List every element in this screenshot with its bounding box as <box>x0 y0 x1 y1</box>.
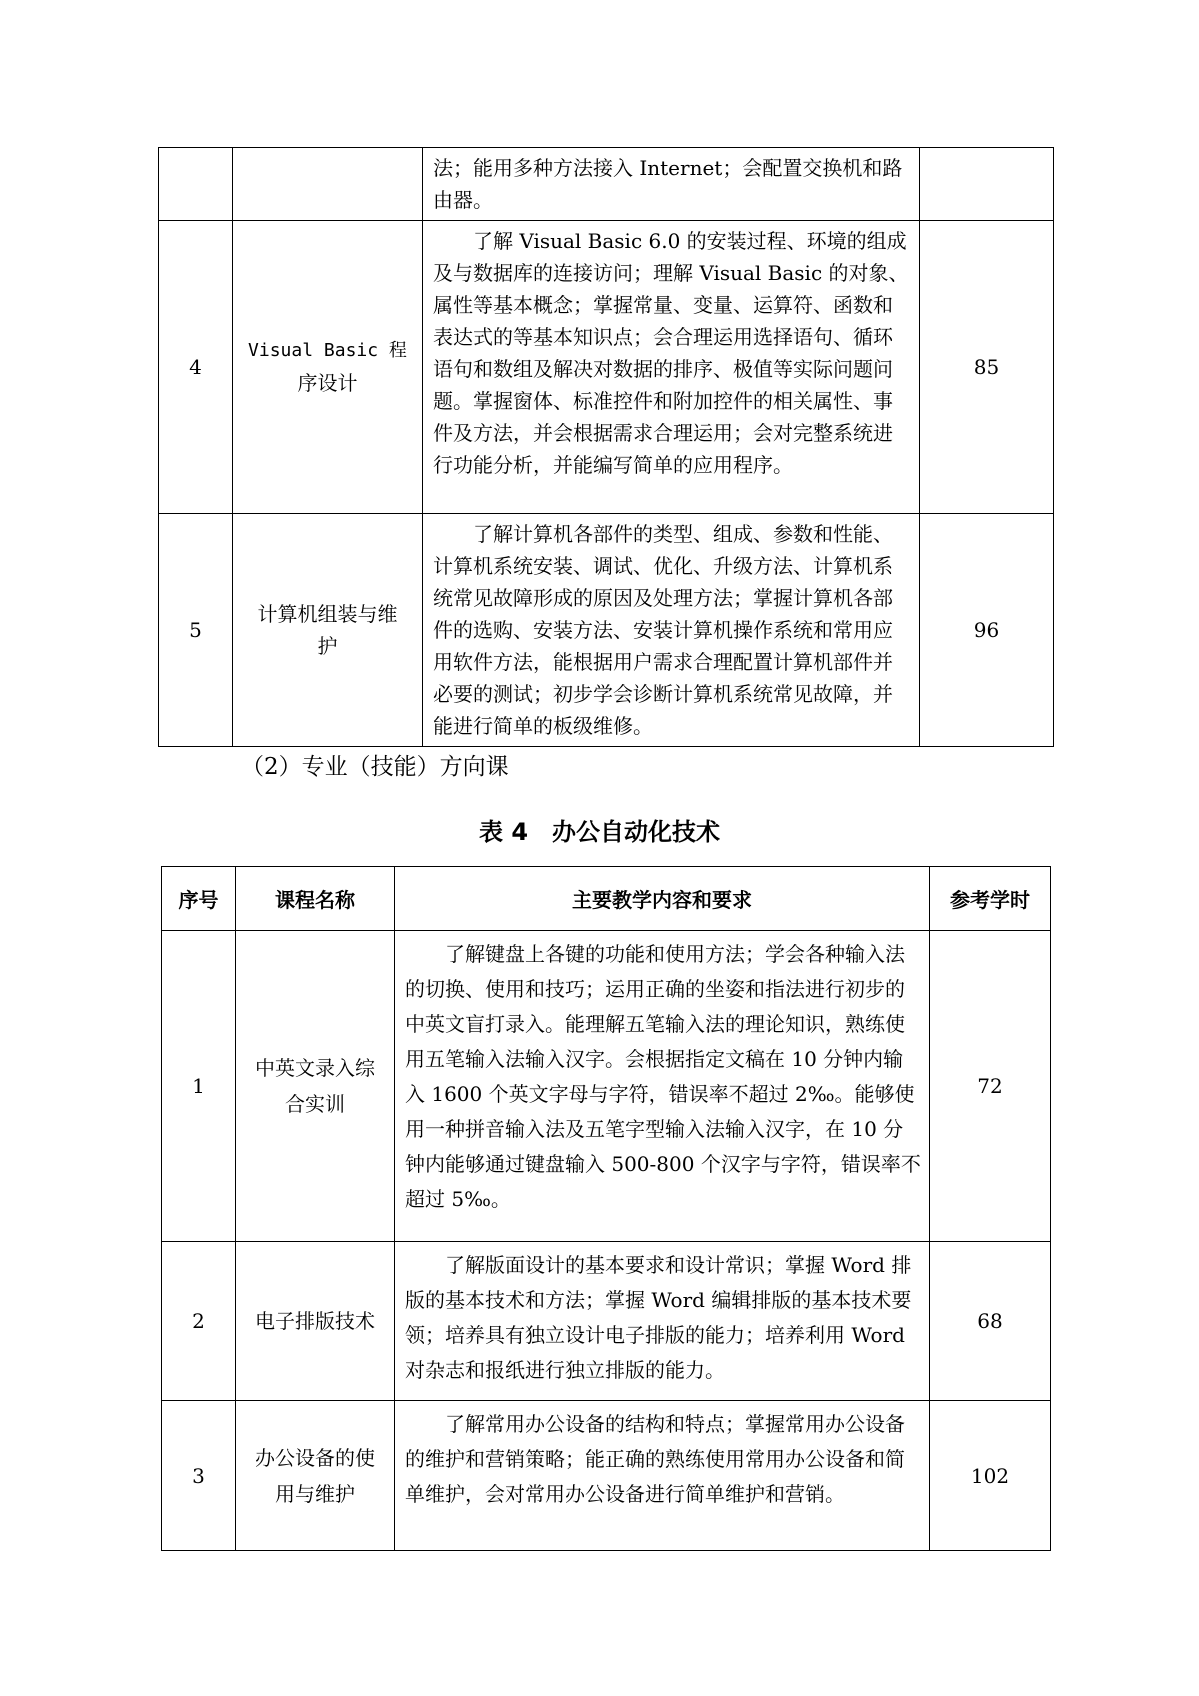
course-name-line: 用与维护 <box>275 1481 355 1506</box>
course-name <box>233 148 423 221</box>
course-name-line: 序设计 <box>297 371 358 395</box>
course-hours: 72 <box>930 931 1051 1242</box>
course-number: 4 <box>159 221 233 514</box>
header-hours: 参考学时 <box>930 867 1051 931</box>
table-row <box>159 148 1054 221</box>
course-content <box>395 931 930 1242</box>
course-name-line: 中英文录入综 <box>255 1056 375 1080</box>
table-row <box>159 221 1054 514</box>
table-row <box>162 931 1051 1242</box>
course-content <box>423 514 920 747</box>
course-name <box>236 1242 395 1401</box>
header-number: 序号 <box>162 867 236 931</box>
course-number: 5 <box>159 514 233 747</box>
table-row <box>162 1401 1051 1551</box>
course-number: 2 <box>162 1242 236 1401</box>
section-heading: （2）专业（技能）方向课 <box>241 754 509 780</box>
course-name-line: 电子排版技术 <box>255 1309 375 1333</box>
table-header-row <box>162 867 1051 931</box>
course-name <box>236 1401 395 1551</box>
course-name-line: Visual Basic 程 <box>248 340 407 361</box>
course-number <box>159 148 233 221</box>
course-content <box>423 148 920 221</box>
course-content <box>395 1401 930 1551</box>
course-hours: 96 <box>920 514 1054 747</box>
course-content-text: 法；能用多种方法接入 Internet；会配置交换机和路由器。 <box>433 156 903 212</box>
course-hours: 102 <box>930 1401 1051 1551</box>
course-name-line: 合实训 <box>285 1092 345 1116</box>
course-number: 3 <box>162 1401 236 1551</box>
course-content-text: 了解计算机各部件的类型、组成、参数和性能、计算机系统安装、调试、优化、升级方法、计算机系统常见故障形成的原因及处理方法；掌握计算机各部件的选购、安装方法、安装计算机操作系统和常用应用软件方法，能根据用户需求合理配置计算机部件并必要的测试；初步学会诊断计算机系统常见故障，并能进行简单的板级维修。 <box>433 522 893 738</box>
course-content-text: 了解版面设计的基本要求和设计常识；掌握 Word 排版的基本技术和方法；掌握 Word 编辑排版的基本技术要领；培养具有独立设计电子排版的能力；培养利用 Word 对杂志和报纸进行独立排版的能力。 <box>405 1253 912 1382</box>
course-content-text: 了解 Visual Basic 6.0 的安装过程、环境的组成及与数据库的连接访问；理解 Visual Basic 的对象、属性等基本概念；掌握常量、变量、运算符、函数和表达式的等基本知识点；会合理运用选择语句、循环语句和数组及解决对数据的排序、极值等实际问题问题。掌握窗体、标准控件和附加控件的相关属性、事件及方法，并会根据需求合理运用；会对完整系统进行功能分析，并能编写简单的应用程序。 <box>433 229 909 477</box>
course-name-line: 计算机组装与维 <box>257 602 398 626</box>
course-name-line: 办公设备的使 <box>255 1445 375 1470</box>
course-name <box>236 931 395 1242</box>
course-name <box>233 514 423 747</box>
course-name <box>233 221 423 514</box>
header-content: 主要教学内容和要求 <box>395 867 930 931</box>
course-hours <box>920 148 1054 221</box>
course-hours: 85 <box>920 221 1054 514</box>
table-row <box>159 514 1054 747</box>
course-name-line: 护 <box>317 634 338 658</box>
table-caption: 表 4 办公自动化技术 <box>478 818 721 846</box>
course-number: 1 <box>162 931 236 1242</box>
course-content <box>423 221 920 514</box>
course-table-continued <box>158 147 1054 747</box>
course-content-text: 了解常用办公设备的结构和特点；掌握常用办公设备的维护和营销策略；能正确的熟练使用常用办公设备和简单维护，会对常用办公设备进行简单维护和营销。 <box>405 1412 905 1506</box>
course-hours: 68 <box>930 1242 1051 1401</box>
course-table-4 <box>161 866 1051 1551</box>
table-row <box>162 1242 1051 1401</box>
course-content-text: 了解键盘上各键的功能和使用方法；学会各种输入法的切换、使用和技巧；运用正确的坐姿和指法进行初步的中英文盲打录入。能理解五笔输入法的理论知识，熟练使用五笔输入法输入汉字。会根据指定文稿在 10 分钟内输入 1600 个英文字母与字符，错误率不超过 2‰。能够使用一种拼音输入法及五笔字型输入法输入汉字，在 10 分钟内能够通过键盘输入 500-800 个汉字与字符，错误率不超过 5‰。 <box>405 942 921 1211</box>
header-course-name: 课程名称 <box>236 867 395 931</box>
course-content <box>395 1242 930 1401</box>
